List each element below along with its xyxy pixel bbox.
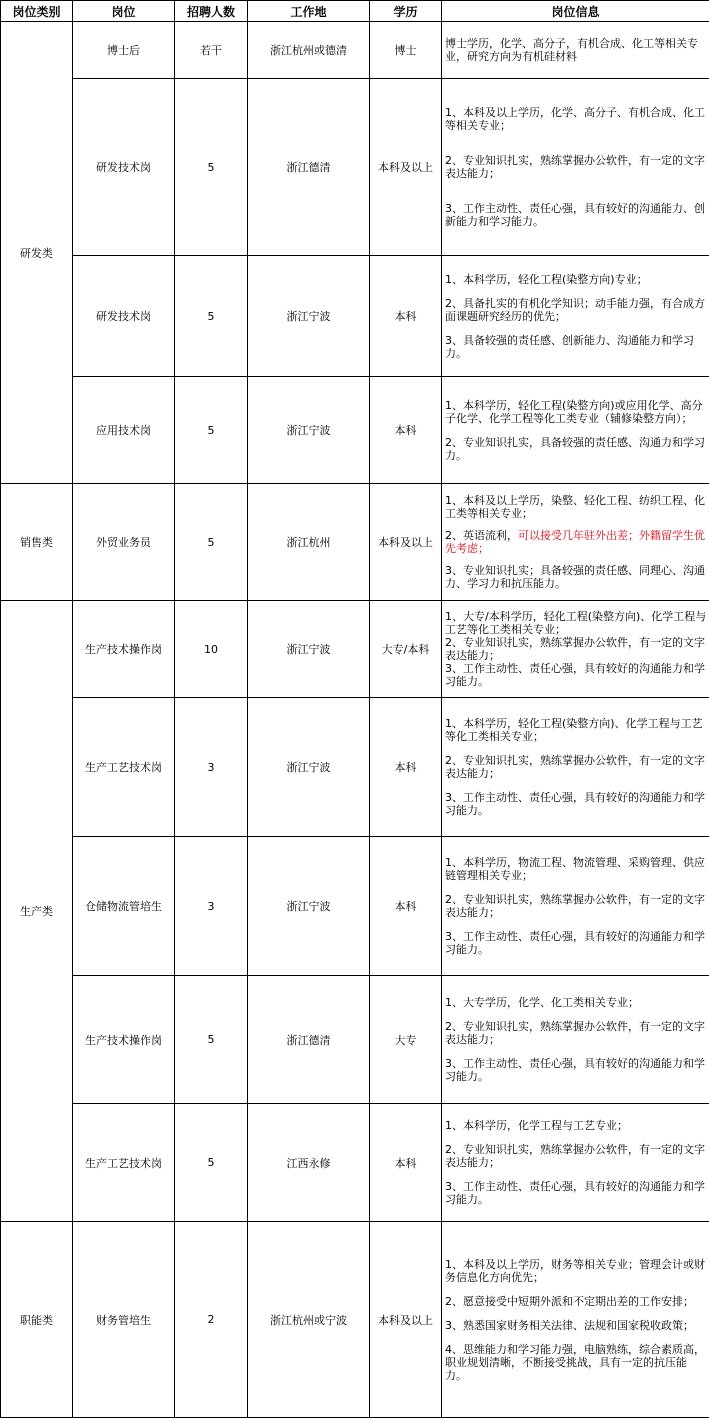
count-cell: 3 [175, 698, 248, 837]
info-cell [442, 79, 709, 256]
info-line: 1、本科及以上学历，财务等相关专业；管理会计或财务信息化方向优先； [445, 1257, 705, 1284]
education-cell: 本科 [370, 256, 442, 377]
location-cell: 浙江宁波 [248, 837, 370, 976]
position-cell: 生产工艺技术岗 [73, 1104, 175, 1222]
education-cell: 大专/本科 [370, 601, 442, 698]
info-cell [442, 837, 709, 976]
info-line: 3、工作主动性、责任心强，具有较好的沟通能力和学习能力。 [445, 662, 705, 688]
info-cell [442, 1104, 709, 1222]
table-row [1, 976, 709, 1104]
education-cell: 本科 [370, 698, 442, 837]
location-cell: 浙江杭州或德清 [248, 22, 370, 79]
info-line: 1、大专学历，化学、化工类相关专业； [445, 996, 639, 1009]
info-line: 4、思维能力和学习能力强，电脑熟练，综合素质高，职业规划清晰，不断接受挑战，具有一定的抗压能力。 [445, 1342, 705, 1382]
info-line: 2、专业知识扎实，熟练掌握办公软件，有一定的文字表达能力； [445, 636, 705, 662]
info-line: 3、工作主动性、责任心强，具有较好的沟通能力和学习能力。 [445, 1180, 705, 1206]
position-cell: 生产工艺技术岗 [73, 698, 175, 837]
count-cell: 5 [175, 1104, 248, 1222]
location-cell: 浙江杭州 [248, 484, 370, 601]
info-cell [442, 22, 709, 79]
education-cell: 本科及以上 [370, 484, 442, 601]
info-line: 2、专业知识扎实，熟练掌握办公软件，有一定的文字表达能力； [445, 154, 705, 180]
position-cell: 外贸业务员 [73, 484, 175, 601]
education-cell: 本科 [370, 377, 442, 484]
position-cell: 财务管培生 [73, 1222, 175, 1418]
info-line: 1、本科学历，轻化工程(染整方向)或应用化学、高分子化学、化学工程等化工类专业（辅修染整方向）； [445, 398, 703, 425]
info-line: 3、熟悉国家财务相关法律、法规和国家税收政策； [445, 1318, 694, 1332]
education-cell: 本科 [370, 837, 442, 976]
count-cell: 5 [175, 256, 248, 377]
count-cell: 5 [175, 79, 248, 256]
info-line: 3、工作主动性、责任心强，具有较好的沟通能力和学习能力。 [445, 1057, 705, 1083]
header-position: 岗位 [73, 1, 175, 22]
info-line: 3、工作主动性、责任心强，具有较好的沟通能力、创新能力和学习能力。 [445, 202, 705, 228]
location-cell: 江西永修 [248, 1104, 370, 1222]
table-row [1, 22, 709, 79]
info-line: 1、本科学历，物流工程、物流管理、采购管理、供应链管理相关专业； [445, 856, 705, 882]
info-line: 2、具备扎实的有机化学知识；动手能力强，有合成方面课题研究经历的优先； [445, 296, 705, 323]
count-cell: 2 [175, 1222, 248, 1418]
header-education: 学历 [370, 1, 442, 22]
info-line: 1、本科学历，轻化工程(染整方向)、化学工程与工艺等化工类相关专业； [445, 717, 703, 743]
header-category: 岗位类别 [1, 1, 73, 22]
info-line: 1、本科及以上学历，染整、轻化工程、纺织工程、化工类等相关专业； [445, 494, 705, 520]
info-cell [442, 377, 709, 484]
info-line: 2、专业知识扎实，熟练掌握办公软件，有一定的文字表达能力； [445, 893, 705, 919]
header-info: 岗位信息 [442, 1, 709, 22]
count-cell: 5 [175, 377, 248, 484]
education-cell: 本科及以上 [370, 1222, 442, 1418]
table-row [1, 837, 709, 976]
info-line: 3、专业知识扎实；具备较强的责任感、同理心、沟通力、学习力和抗压能力。 [445, 564, 705, 590]
header-row [1, 1, 709, 22]
info-line: 2、专业知识扎实，具备较强的责任感、沟通力和学习力。 [445, 435, 705, 462]
location-cell: 浙江宁波 [248, 256, 370, 377]
count-cell: 3 [175, 837, 248, 976]
position-cell: 研发技术岗 [73, 256, 175, 377]
location-cell: 浙江宁波 [248, 601, 370, 698]
table-row [1, 1104, 709, 1222]
education-cell: 本科及以上 [370, 79, 442, 256]
info-line: 2、专业知识扎实，熟练掌握办公软件，有一定的文字表达能力； [445, 1143, 705, 1169]
position-cell: 博士后 [73, 22, 175, 79]
table-row [1, 484, 709, 601]
table-row [1, 601, 709, 698]
position-cell: 研发技术岗 [73, 79, 175, 256]
info-text: 2、英语流利， [445, 529, 518, 542]
category-rd: 研发类 [1, 22, 73, 484]
header-location: 工作地 [248, 1, 370, 22]
education-cell: 博士 [370, 22, 442, 79]
location-cell: 浙江宁波 [248, 377, 370, 484]
highlight-text: 可以接受几年驻外出差；外籍留学生优先考虑； [445, 529, 705, 555]
info-line: 3、具备较强的责任感、创新能力、沟通能力和学习力。 [445, 333, 694, 360]
table-row [1, 256, 709, 377]
table-row [1, 698, 709, 837]
count-cell: 5 [175, 484, 248, 601]
info-line: 2、愿意接受中短期外派和不定期出差的工作安排； [445, 1294, 694, 1308]
info-line: 2、专业知识扎实，熟练掌握办公软件，有一定的文字表达能力； [445, 1020, 705, 1046]
position-cell: 生产技术操作岗 [73, 976, 175, 1104]
info-line: 1、本科学历，化学工程与工艺专业； [445, 1119, 628, 1132]
table-row [1, 79, 709, 256]
info-line: 1、本科学历，轻化工程(染整方向)专业； [445, 272, 648, 286]
info-cell [442, 601, 709, 698]
location-cell: 浙江德清 [248, 976, 370, 1104]
table-row [1, 377, 709, 484]
header-count: 招聘人数 [175, 1, 248, 22]
education-cell: 大专 [370, 976, 442, 1104]
info-cell [442, 484, 709, 601]
count-cell: 5 [175, 976, 248, 1104]
category-sales: 销售类 [1, 484, 73, 601]
position-cell: 仓储物流管培生 [73, 837, 175, 976]
info-cell [442, 1222, 709, 1418]
location-cell: 浙江德清 [248, 79, 370, 256]
count-cell: 若干 [175, 22, 248, 79]
info-cell [442, 976, 709, 1104]
info-cell [442, 698, 709, 837]
position-cell: 生产技术操作岗 [73, 601, 175, 698]
info-line: 博士学历，化学、高分子，有机合成、化工等相关专业，研究方向为有机硅材料 [445, 37, 698, 63]
education-cell: 本科 [370, 1104, 442, 1222]
location-cell: 浙江宁波 [248, 698, 370, 837]
info-line: 3、工作主动性、责任心强，具有较好的沟通能力和学习能力。 [445, 791, 705, 817]
count-cell: 10 [175, 601, 248, 698]
info-line: 1、本科及以上学历，化学、高分子、有机合成、化工等相关专业； [445, 106, 705, 132]
info-cell [442, 256, 709, 377]
table-row [1, 1222, 709, 1418]
position-cell: 应用技术岗 [73, 377, 175, 484]
category-functional: 职能类 [1, 1222, 73, 1418]
info-line: 2、专业知识扎实，熟练掌握办公软件，有一定的文字表达能力； [445, 754, 705, 780]
location-cell: 浙江杭州或宁波 [248, 1222, 370, 1418]
info-line: 1、大专/本科学历，轻化工程(染整方向)、化学工程与工艺等化工类相关专业； [445, 610, 707, 636]
info-line: 3、工作主动性、责任心强，具有较好的沟通能力和学习能力。 [445, 930, 705, 956]
category-production: 生产类 [1, 601, 73, 1222]
info-line [445, 529, 707, 555]
